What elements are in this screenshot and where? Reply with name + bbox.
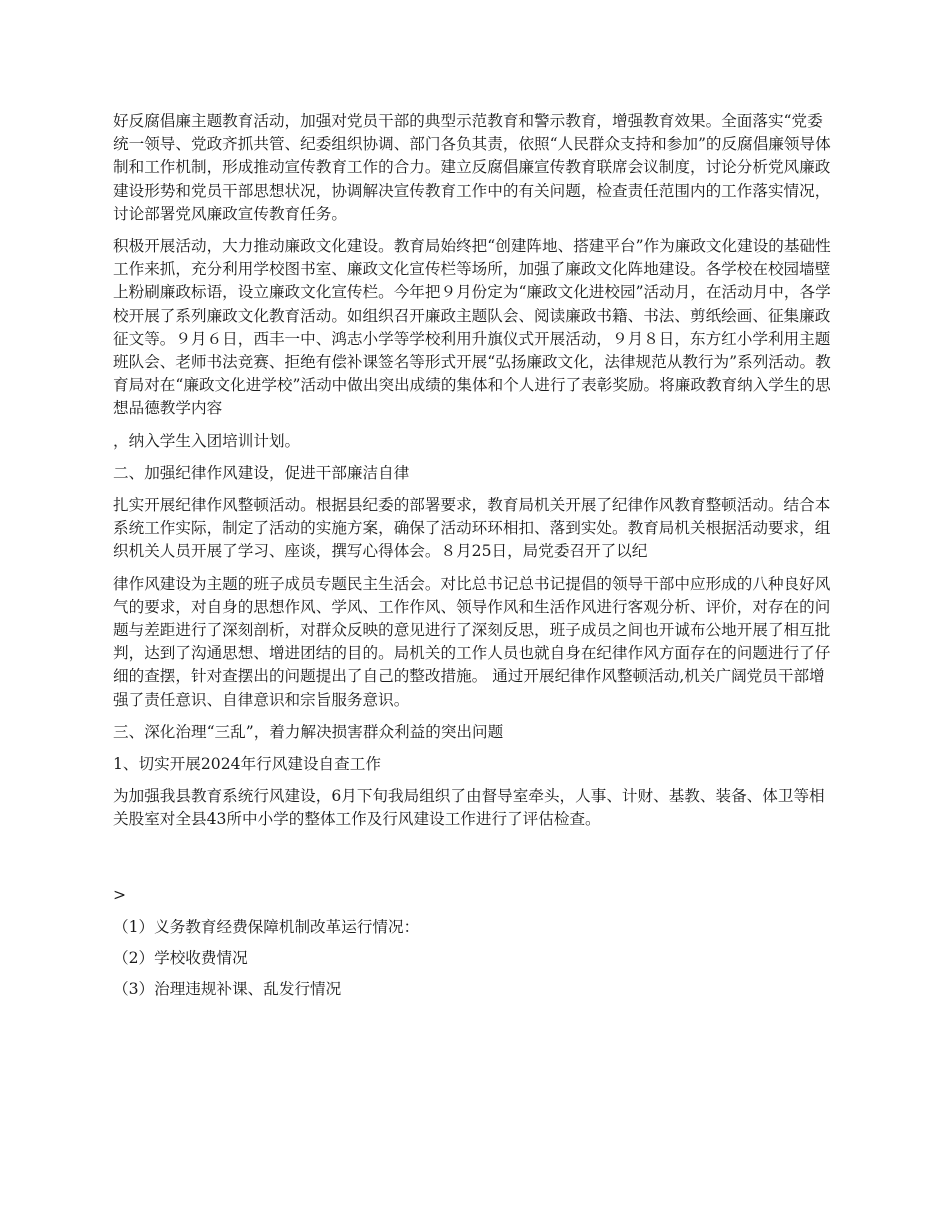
list-item-illegal-tutoring: （3）治理违规补课、乱发行情况	[113, 980, 342, 999]
list-item-funding-mechanism: （1）义务教育经费保障机制改革运行情况：	[113, 917, 420, 936]
paragraph-league-training: ，纳入学生入团培训计划。	[113, 431, 301, 450]
section-heading-three: 三、深化治理“三乱”，着力解决损害群众利益的突出问题	[113, 722, 504, 741]
paragraph-anticorruption-education: 好反腐倡廉主题教育活动，加强对党员干部的典型示范教育和警示教育，增强教育效果。全面落实“党委统一领导、党政齐抓共管、纪委组织协调、部门各负其责，依照“人民群众支持和参加”的反腐倡廉领导体制和工作机制，形成推动宣传教育工作的合力。建立反腐倡廉宣传教育联席会议制度，讨论分析党风廉政建设形势和党员干部思想状况，协调解决宣传教育工作中的有关问题，检查责任范围内的工作落实情况，讨论部署党风廉政宣传教育任务。	[113, 112, 831, 223]
subheading-self-inspection: 1、切实开展2024年行风建设自查工作	[113, 755, 381, 774]
paragraph-discipline-rectification: 扎实开展纪律作风整顿活动。根据县纪委的部署要求，教育局机关开展了纪律作风教育整顿活动。结合本系统工作实际，制定了活动的实施方案，确保了活动环环相扣、落到实处。教育局机关根据活动要求，组织机关人员开展了学习、座谈，撰写心得体会。８月25日，局党委召开了以纪	[113, 496, 831, 561]
document-page	[113, 110, 838, 1010]
paragraph-democratic-life-meeting: 律作风建设为主题的班子成员专题民主生活会。对比总书记总书记提倡的领导干部中应形成的八种良好风气的要求，对自身的思想作风、学风、工作作风、领导作风和生活作风进行客观分析、评价，对存在的问题与差距进行了深刻剖析，对群众反映的意见进行了深刻反思，班子成员之间也开诚布公地开展了相互批判，达到了沟通思想、增进团结的目的。局机关的工作人员也就自身在纪律作风方面存在的问题进行了仔细的查摆，针对查摆出的问题提出了自己的整改措施。 通过开展纪律作风整顿活动,机关广阔党员干部增强了责任意识、自律意识和宗旨服务意识。	[113, 574, 831, 709]
section-heading-two: 二、加强纪律作风建设，促进干部廉洁自律	[113, 463, 410, 482]
paragraph-evaluation-inspection: 为加强我县教育系统行风建设，6月下旬我局组织了由督导室牵头，人事、计财、基教、装备、体卫等相关股室对全县43所中小学的整体工作及行风建设工作进行了评估检查。	[113, 787, 825, 829]
paragraph-integrity-culture: 积极开展活动，大力推动廉政文化建设。教育局始终把“创建阵地、搭建平台”作为廉政文化建设的基础性工作来抓，充分利用学校图书室、廉政文化宣传栏等场所，加强了廉政文化阵地建设。各学校在校园墙壁上粉刷廉政标语，设立廉政文化宣传栏。今年把９月份定为“廉政文化进校园”活动月，在活动月中，各学校开展了系列廉政文化教育活动。如组织召开廉政主题队会、阅读廉政书籍、书法、剪纸绘画、征集廉政征文等。９月６日，西丰一中、鸿志小学等学校利用升旗仪式开展活动，９月８日，东方红小学利用主题班队会、老师书法竞赛、拒绝有偿补课签名等形式开展“弘扬廉政文化，法律规范从教行为”系列活动。教育局对在“廉政文化进学校”活动中做出突出成绩的集体和个人进行了表彰奖励。将廉政教育纳入学生的思想品德教学内容	[113, 237, 831, 418]
list-item-school-fees: （2）学校收费情况	[113, 949, 248, 968]
marker-symbol: >	[113, 885, 127, 904]
